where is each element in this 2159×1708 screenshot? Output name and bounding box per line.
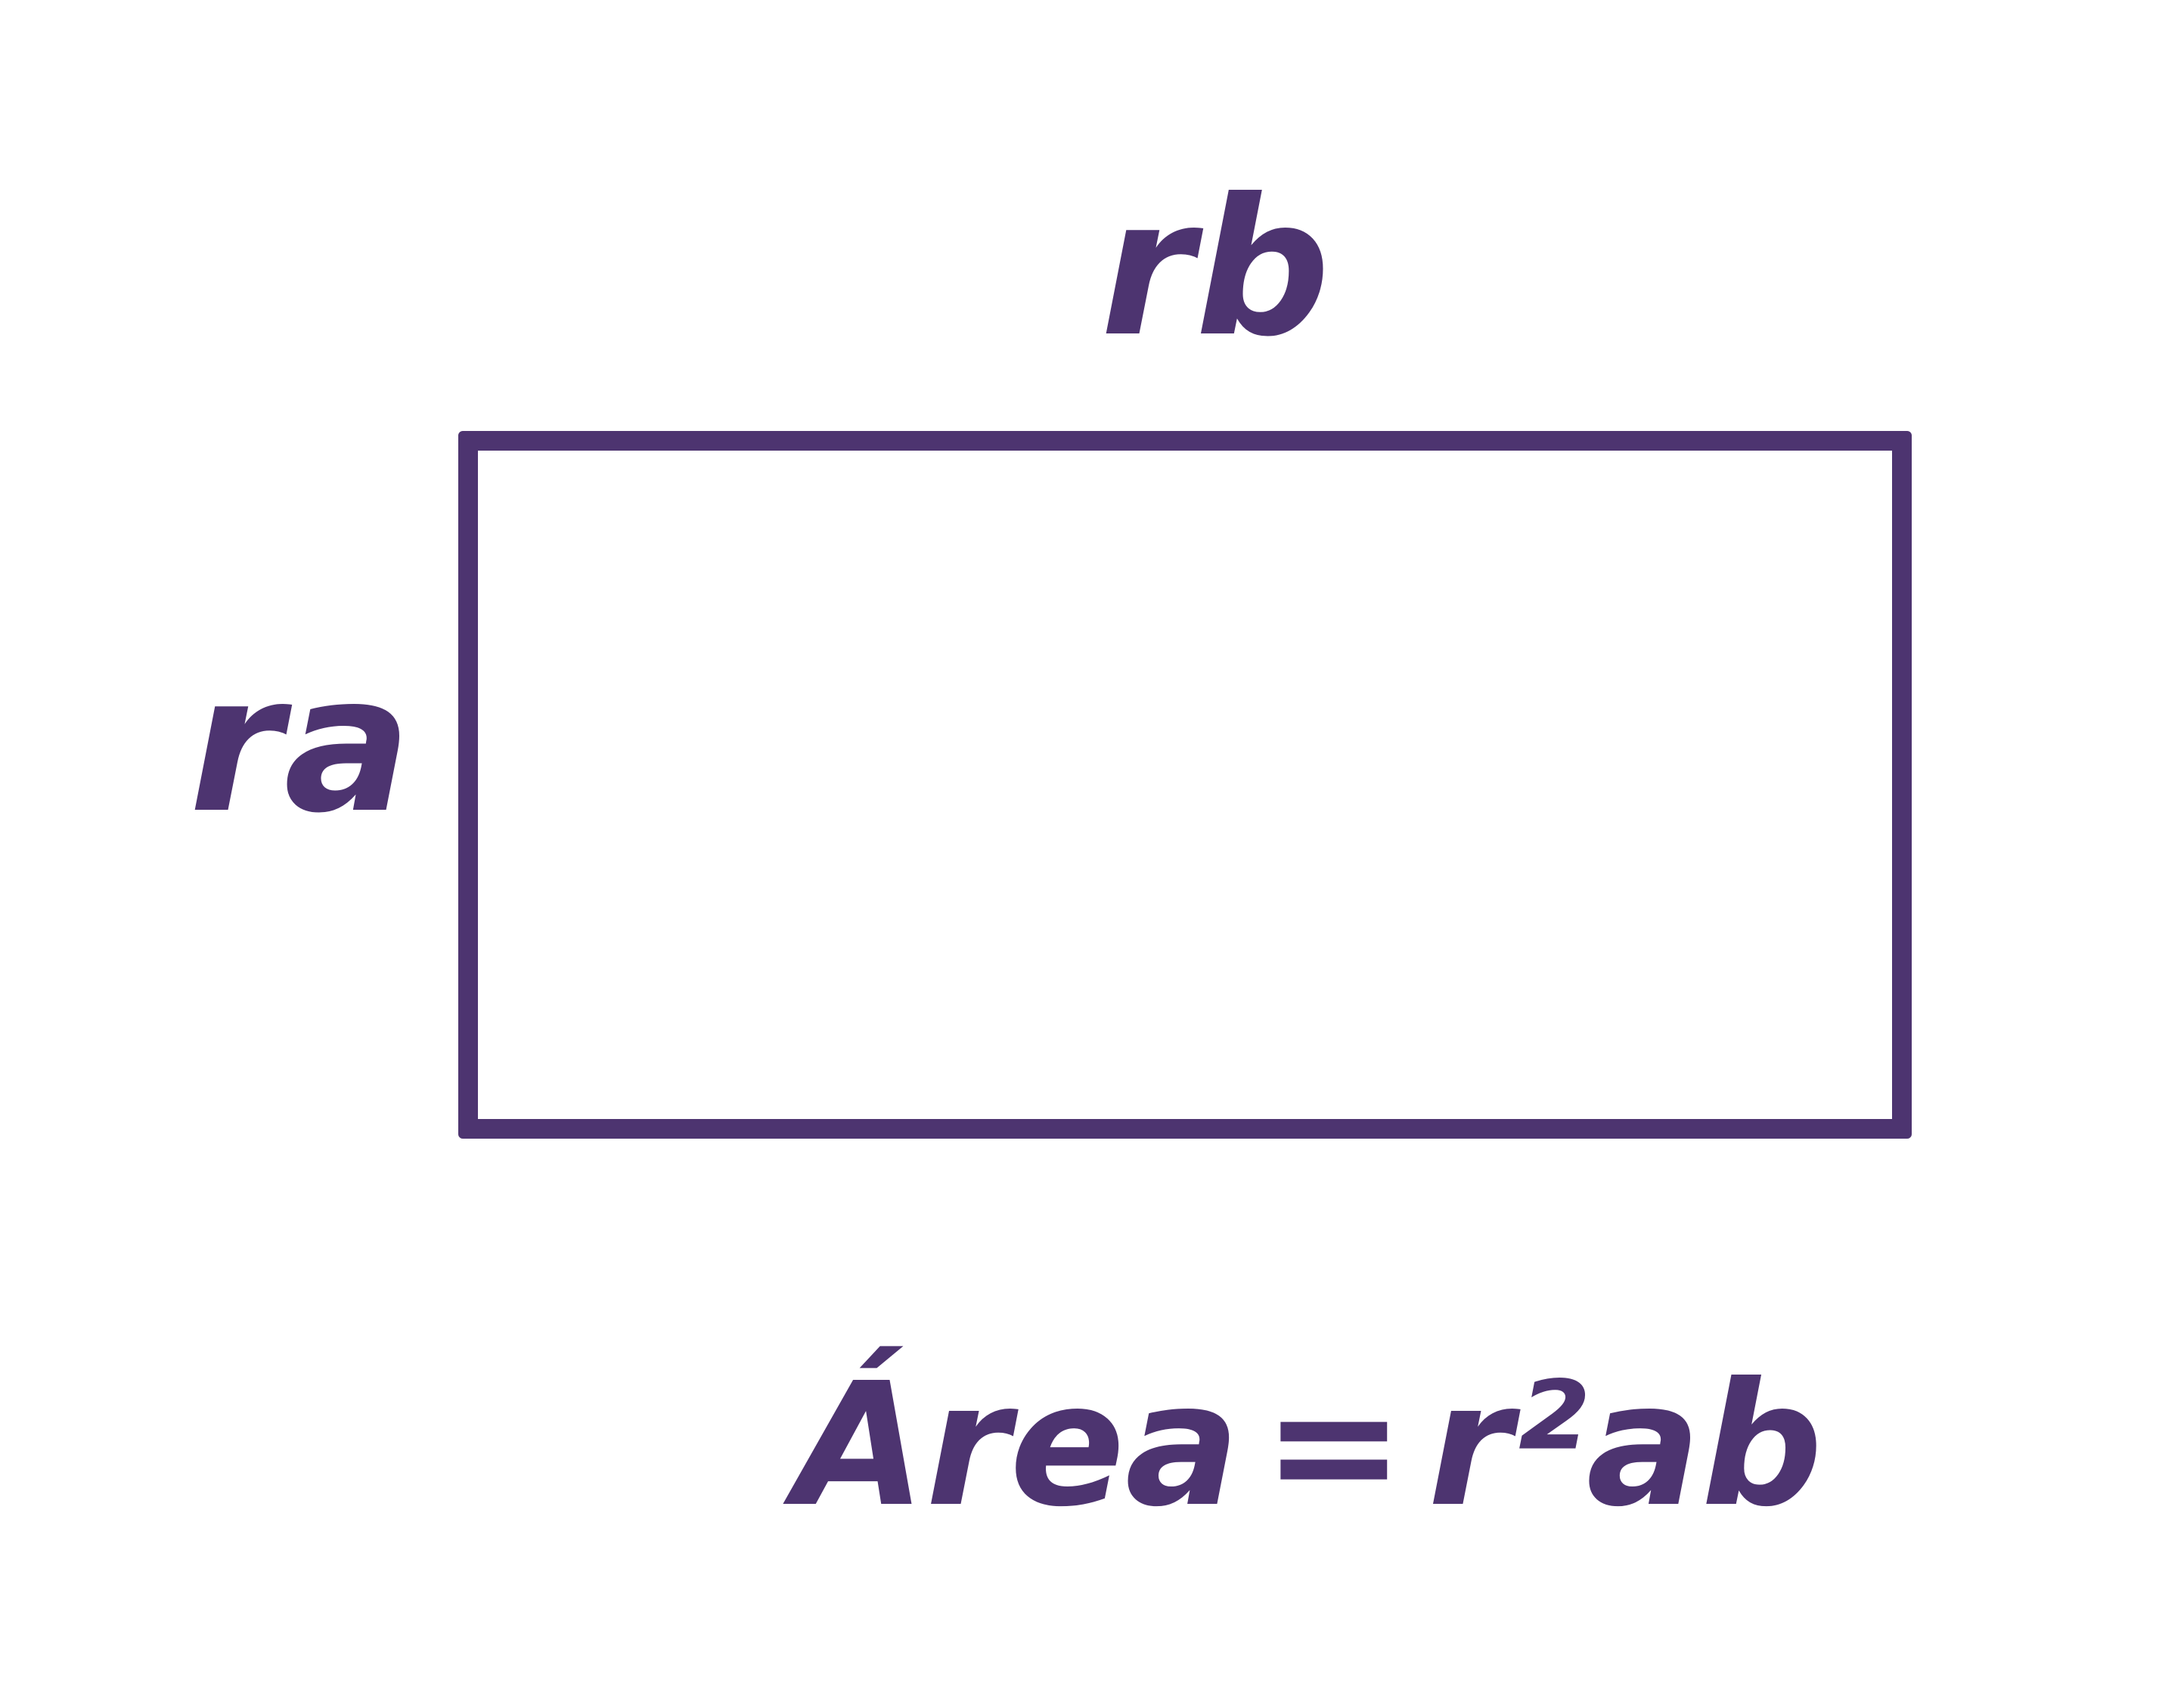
rectangle-height-label: ra [189, 634, 413, 854]
area-formula [794, 1347, 1823, 1545]
rectangle-width-label: rb [1100, 158, 1332, 378]
formula-equals-sign: = [1262, 1347, 1406, 1545]
formula-rhs: r²ab [1428, 1347, 1823, 1545]
formula-lhs: Área [794, 1347, 1240, 1545]
rectangle-shape [458, 431, 1912, 1139]
